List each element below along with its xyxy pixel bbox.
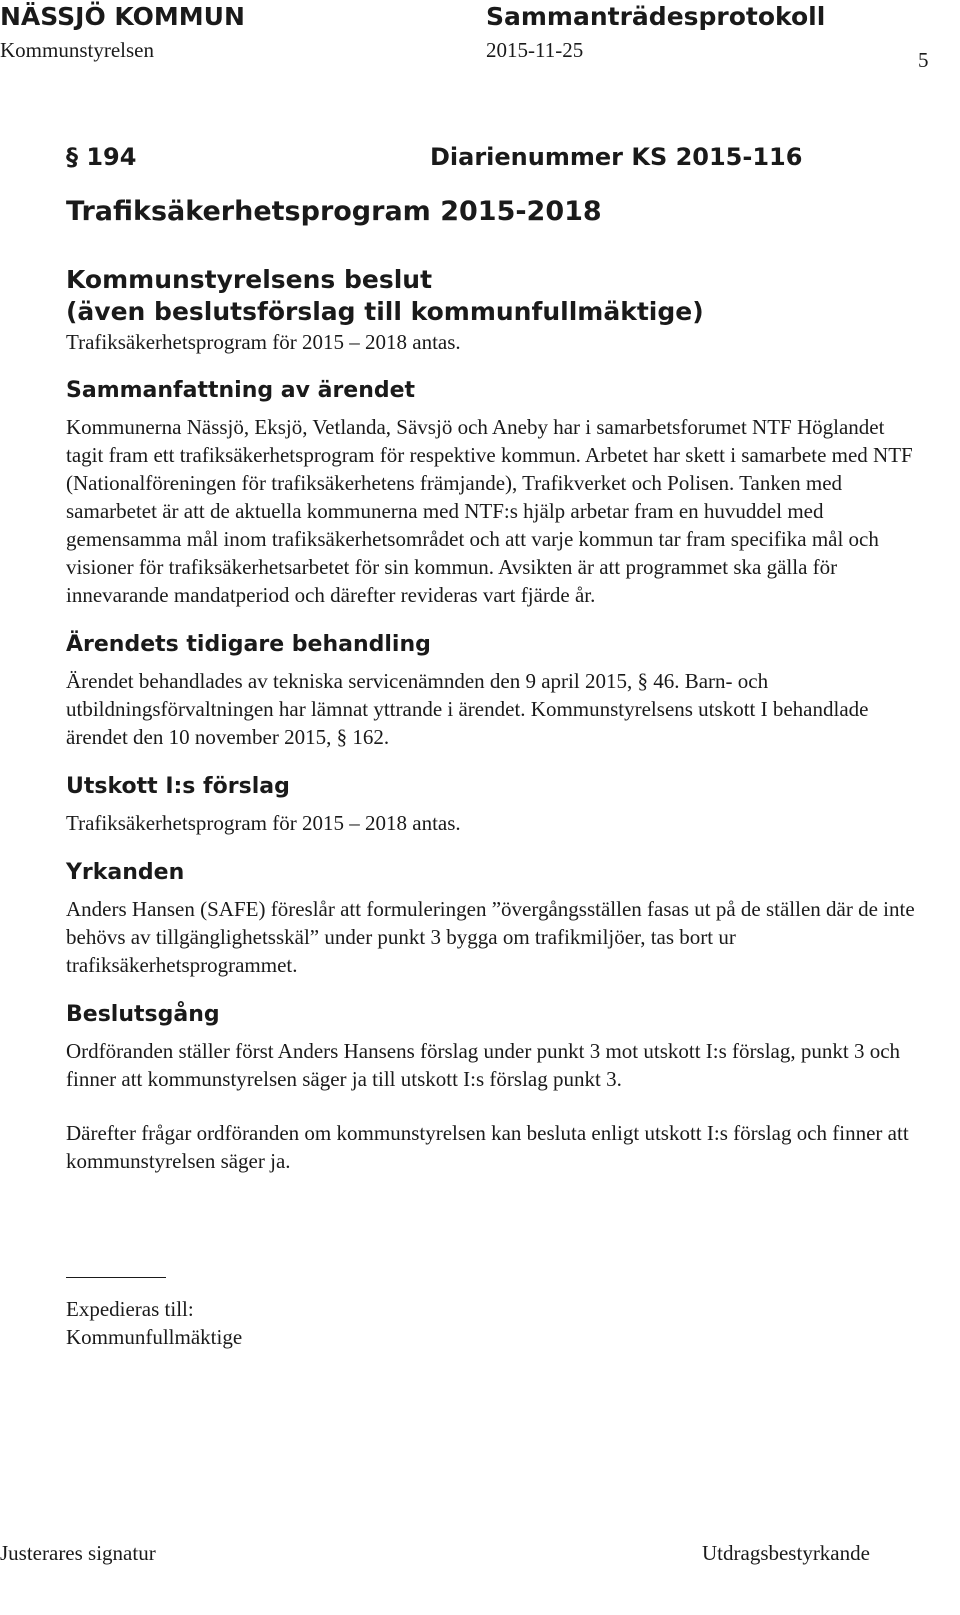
motions-heading: Yrkanden — [66, 860, 185, 885]
department: Kommunstyrelsen — [0, 38, 154, 62]
paragraph-number: § 194 — [66, 143, 137, 171]
dispatch-divider — [66, 1277, 166, 1278]
decision-section — [66, 264, 916, 356]
diary-number: Diarienummer KS 2015-116 — [430, 143, 803, 171]
page-title: Trafiksäkerhetsprogram 2015-2018 — [66, 196, 602, 227]
procedure-text-1: Ordföranden ställer först Anders Hansens förslag under punkt 3 mot utskott I:s förslag, punkt 3 och finner att kommunstyrelsen säger ja till utskott I:s förslag punkt 3. — [66, 1039, 901, 1091]
decision-text: Trafiksäkerhetsprogram för 2015 – 2018 antas. — [66, 330, 461, 354]
protocol-body — [66, 264, 916, 1175]
meeting-date: 2015-11-25 — [486, 38, 584, 62]
committee-proposal-section — [66, 771, 916, 837]
org-name: NÄSSJÖ KOMMUN — [0, 2, 245, 31]
committee-proposal-text: Trafiksäkerhetsprogram för 2015 – 2018 antas. — [66, 811, 461, 835]
motions-section — [66, 857, 916, 979]
dispatch-recipient: Kommunfullmäktige — [66, 1325, 243, 1349]
previous-handling-section — [66, 629, 916, 751]
page-number: 5 — [918, 48, 929, 72]
decision-subheading: (även beslutsförslag till kommunfullmäktige) — [66, 297, 704, 326]
summary-heading: Sammanfattning av ärendet — [66, 378, 416, 403]
adjuster-signature-label: Justerares signatur — [0, 1541, 156, 1565]
summary-section — [66, 375, 916, 609]
procedure-section — [66, 999, 916, 1175]
previous-handling-text: Ärendet behandlades av tekniska servicenämnden den 9 april 2015, § 46. Barn- och utbildningsförvaltningen har lämnat yttrande i ärendet. Kommunstyrelsens utskott I behandlade ärendet den 10 november 2015, § 162. — [66, 669, 869, 749]
extract-certification-label: Utdragsbestyrkande — [702, 1541, 870, 1565]
document-type: Sammanträdesprotokoll — [486, 2, 826, 31]
dispatch-label: Expedieras till: — [66, 1297, 194, 1321]
procedure-heading: Beslutsgång — [66, 1002, 220, 1027]
previous-handling-heading: Ärendets tidigare behandling — [66, 632, 431, 657]
motions-text: Anders Hansen (SAFE) föreslår att formuleringen ”övergångsställen fasas ut på de ställen där de inte behövs av tillgänglighetsskäl” under punkt 3 bygga om trafikmiljöer, tas bort ur trafiksäkerhetsprogrammet. — [66, 897, 915, 977]
procedure-text-2: Därefter frågar ordföranden om kommunstyrelsen kan besluta enligt utskott I:s förslag och finner att kommunstyrelsen säger ja. — [66, 1121, 909, 1173]
decision-heading: Kommunstyrelsens beslut — [66, 265, 433, 294]
summary-text: Kommunerna Nässjö, Eksjö, Vetlanda, Sävsjö och Aneby har i samarbetsforumet NTF Höglandet tagit fram ett trafiksäkerhetsprogram för respektive kommun. Arbetet har skett i samarbete med NTF (Nationalföreningen för trafiksäkerhetens främjande), Trafikverket och Polisen. Tanken med samarbetet är att de aktuella kommunerna med NTF:s hjälp arbetar fram en huvuddel med gemensamma mål inom trafiksäkerhetsområdet och att varje kommun tar fram specifika mål och visioner för trafiksäkerhetsarbetet för sin kommun. Avsikten är att programmet ska gälla för innevarande mandatperiod och därefter revideras vart fjärde år. — [66, 415, 913, 607]
committee-proposal-heading: Utskott I:s förslag — [66, 774, 290, 799]
